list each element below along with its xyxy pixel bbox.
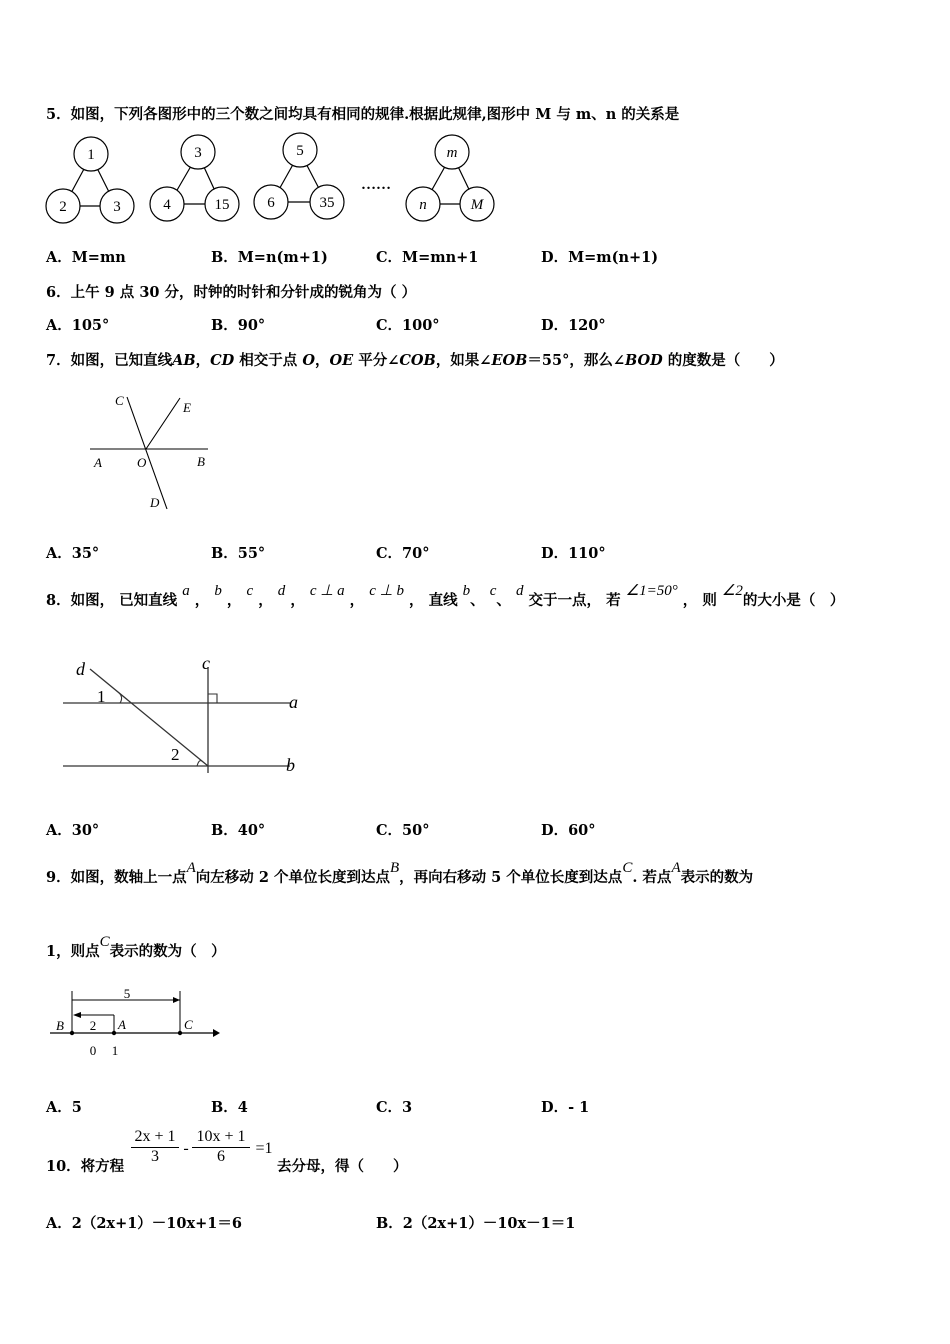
angle-1-arc	[118, 692, 122, 703]
fraction-1-denominator: 3	[151, 1148, 159, 1165]
q5-figure	[40, 132, 510, 232]
q5-option-a[interactable]: A．M=mn	[46, 249, 126, 266]
label-b: B	[197, 454, 205, 469]
q9-text: 9．如图，数轴上一点A向左移动 2 个单位长度到达点B，再向右移动 5 个单位长度到达点C. 若点A表示的数为	[46, 860, 754, 886]
q8-option-a[interactable]: A．30°	[46, 822, 100, 839]
q7-option-b[interactable]: B．55°	[211, 545, 266, 562]
label-e: E	[183, 400, 191, 415]
fig3-left: 6	[267, 195, 275, 211]
fraction-1-numerator: 2x + 1	[131, 1128, 179, 1148]
q7-option-c[interactable]: C．70°	[376, 545, 430, 562]
q7-option-a[interactable]: A．35°	[46, 545, 100, 562]
label-one: 1	[111, 1043, 119, 1058]
q10-option-b[interactable]: B．2（2x+1）－10x－1＝1	[376, 1215, 576, 1232]
fig1-left: 2	[59, 199, 67, 215]
fig1-right: 3	[113, 199, 121, 215]
q5-option-b[interactable]: B．M=n(m+1)	[211, 249, 328, 266]
label-b: B	[56, 1018, 64, 1033]
q6-text: 6．上午 9 点 30 分，时钟的时针和分针成的锐角为（ ）	[46, 284, 417, 301]
label-two: 2	[89, 1018, 97, 1033]
q9-text-line2: 1，则点C表示的数为（ ）	[46, 934, 226, 960]
fig4-right: M	[470, 197, 484, 213]
q9-number-line	[45, 985, 220, 1063]
label-a: a	[289, 692, 298, 712]
label-c: C	[115, 393, 124, 408]
label-a: A	[118, 1017, 126, 1032]
angle-2-arc	[197, 761, 202, 766]
q10-post: 去分母，得（ ）	[277, 1158, 408, 1175]
q7-figure	[85, 385, 220, 515]
q9-option-d[interactable]: D．- 1	[541, 1099, 590, 1116]
q8-figure	[60, 655, 310, 780]
label-b: b	[286, 755, 295, 775]
q6-option-d[interactable]: D．120°	[541, 317, 606, 334]
q6-option-c[interactable]: C．100°	[376, 317, 440, 334]
fraction-2-numerator: 10x + 1	[192, 1128, 250, 1148]
q10-option-a[interactable]: A．2（2x+1）－10x+1＝6	[46, 1215, 242, 1232]
fig4-top: m	[446, 145, 458, 161]
q8-option-d[interactable]: D．60°	[541, 822, 596, 839]
q7-option-d[interactable]: D．110°	[541, 545, 606, 562]
q8-text: 8．如图， 已知直线 a ， b ， c ， d ， c ⊥ a ， c ⊥ b ， 直线 b、 c、 d 交于一点， 若 ∠1=50° ， 则 ∠2的大小是（ ）	[46, 583, 845, 609]
q7-text: 7．如图，已知直线AB，CD 相交于点 O，OE 平分∠COB，如果∠EOB＝55°，那么∠BOD 的度数是（ ）	[46, 352, 784, 369]
q10-pre: 10．将方程	[46, 1158, 125, 1175]
q5-option-d[interactable]: D．M=m(n+1)	[541, 249, 659, 266]
label-five: 5	[123, 986, 131, 1001]
q9-option-a[interactable]: A．5	[46, 1099, 82, 1116]
label-a: A	[94, 455, 102, 470]
fig1-top: 1	[87, 147, 95, 163]
label-o: O	[137, 455, 147, 470]
q5-text: 5．如图，下列各图形中的三个数之间均具有相同的规律.根据此规律,图形中 M 与 m、n 的关系是	[46, 106, 680, 123]
axis-arrow	[213, 1029, 220, 1037]
label-2: 2	[171, 745, 180, 764]
fig2-right: 15	[214, 197, 230, 213]
q10-equals-one: =1	[255, 1140, 273, 1157]
q10-minus: -	[183, 1140, 189, 1157]
fig3-top: 5	[296, 143, 304, 159]
q9-option-b[interactable]: B．4	[211, 1099, 248, 1116]
line-d	[90, 669, 208, 766]
fig3-right: 35	[319, 195, 335, 211]
q6-option-b[interactable]: B．90°	[211, 317, 266, 334]
q6-option-a[interactable]: A．105°	[46, 317, 110, 334]
label-c: C	[184, 1017, 193, 1032]
q10-fraction-1	[131, 1128, 179, 1166]
q9-option-c[interactable]: C．3	[376, 1099, 413, 1116]
label-1: 1	[97, 687, 106, 706]
fig2-left: 4	[163, 197, 171, 213]
label-d: D	[150, 495, 160, 510]
line-cd	[127, 397, 167, 509]
q10-fraction-2	[192, 1128, 250, 1166]
label-c: c	[202, 655, 210, 673]
label-zero: 0	[89, 1043, 97, 1058]
right-angle-mark	[208, 694, 217, 703]
fig2-top: 3	[194, 145, 202, 161]
label-d: d	[76, 659, 85, 679]
q8-option-b[interactable]: B．40°	[211, 822, 266, 839]
fraction-2-denominator: 6	[217, 1148, 225, 1165]
ray-oe	[146, 398, 180, 449]
q5-option-c[interactable]: C．M=mn+1	[376, 249, 479, 266]
ellipsis-dots: ……	[361, 177, 391, 193]
q8-option-c[interactable]: C．50°	[376, 822, 430, 839]
fig4-left: n	[419, 197, 427, 213]
